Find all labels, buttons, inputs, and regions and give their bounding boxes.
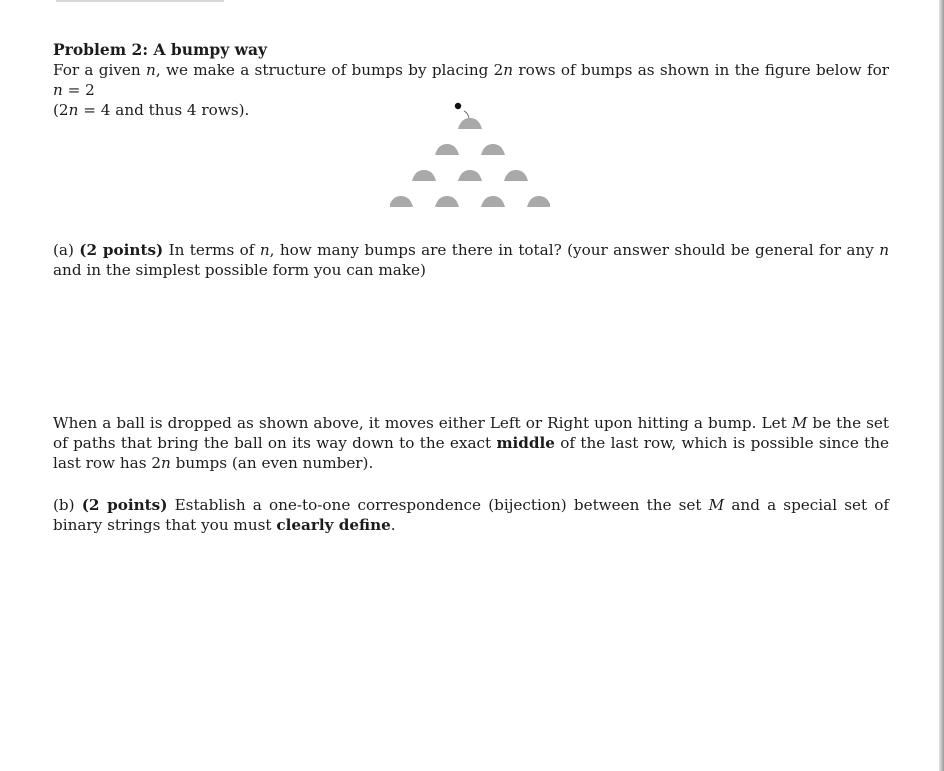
intro-text: (2 <box>53 101 69 119</box>
bump <box>481 144 505 155</box>
bump <box>390 196 413 207</box>
ball <box>455 103 461 109</box>
math-n: n <box>259 241 270 259</box>
part-a-label: (a) <box>53 241 80 259</box>
part-a-text: , how many bumps are there in total? (your answer should be general for any <box>269 241 880 259</box>
bump <box>435 144 459 155</box>
math-n: n <box>53 81 63 99</box>
part-b-label: (b) <box>53 496 82 514</box>
part-a-text: and in the simplest possible form you can make) <box>53 261 426 279</box>
math-n: n <box>68 101 79 119</box>
bump <box>458 170 482 181</box>
part-b-text: . <box>390 516 396 534</box>
ball-text: bumps (an even number). <box>170 454 374 472</box>
clearly-define-emphasis: clearly define <box>276 516 391 534</box>
bump <box>435 196 459 207</box>
bump <box>458 118 482 129</box>
top-rule <box>56 0 224 2</box>
bump <box>481 196 505 207</box>
part-b <box>53 495 889 535</box>
bump <box>504 170 528 181</box>
middle-emphasis: middle <box>496 434 555 452</box>
part-a-points: (2 points) <box>79 241 164 259</box>
ball-text: of the last row, which is possible since the last row has 2 <box>53 434 889 472</box>
page-edge-shadow <box>939 0 944 771</box>
math-n: n <box>503 61 514 79</box>
math-n: n <box>879 241 889 259</box>
part-b-text: and a special set of binary strings that you must <box>53 496 890 534</box>
math-M: M <box>708 496 725 514</box>
ball-text: be the set of paths that bring the ball on its way down to the exact <box>53 414 890 452</box>
intro-text: , we make a structure of bumps by placing 2 <box>155 61 504 79</box>
intro-text: For a given <box>53 61 147 79</box>
math-M: M <box>791 414 808 432</box>
bump <box>527 196 550 207</box>
part-b-points: (2 points) <box>81 496 168 514</box>
intro-text: = 4 and thus 4 rows). <box>78 101 250 119</box>
part-b-text: Establish a one-to-one correspondence (bijection) between the set <box>167 496 709 514</box>
part-a <box>53 240 889 280</box>
bump-pyramid-figure <box>390 100 550 220</box>
part-a-text: In terms of <box>163 241 260 259</box>
intro-text: = 2 <box>62 81 95 99</box>
bump <box>412 170 436 181</box>
math-n: n <box>161 454 171 472</box>
problem-heading: Problem 2: A bumpy way <box>53 40 268 59</box>
ball-trail <box>464 111 469 118</box>
intro-text: rows of bumps as shown in the figure below for <box>513 61 889 79</box>
ball-paragraph <box>53 413 889 473</box>
math-n: n <box>146 61 156 79</box>
ball-text: When a ball is dropped as shown above, it moves either Left or Right upon hitting a bump. Let <box>53 414 792 432</box>
